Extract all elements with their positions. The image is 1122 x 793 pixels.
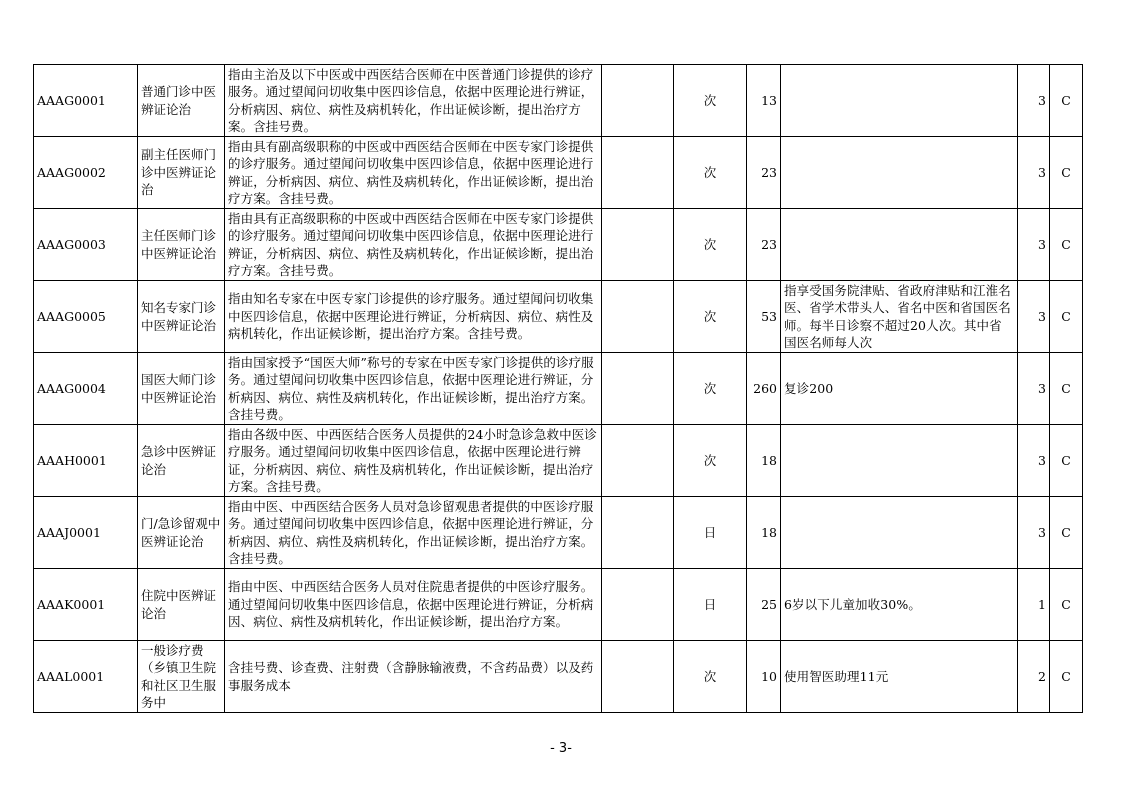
item-unit: 次 [674, 209, 747, 281]
item-name-text: 国医大师门诊中医辨证论治 [141, 371, 217, 405]
item-name-text: 普通门诊中医辨证论治 [141, 83, 217, 117]
item-description [225, 65, 602, 137]
item-note-text: 指享受国务院津贴、省政府津贴和江淮名医、省学术带头人、省名中医和省国医名师。每半日诊察不超过20人次。其中省国医名师每人次 [784, 282, 1011, 351]
table-row [34, 641, 1083, 713]
item-name-text: 知名专家门诊中医辨证论治 [141, 299, 217, 333]
table-row [34, 569, 1083, 641]
item-note [781, 281, 1018, 353]
item-note-text: 使用智医助理11元 [784, 668, 889, 684]
item-code: AAAG0004 [34, 353, 138, 425]
item-note [781, 137, 1018, 209]
item-grade: C [1050, 425, 1083, 497]
table-row [34, 353, 1083, 425]
item-price: 23 [747, 137, 781, 209]
item-price: 23 [747, 209, 781, 281]
item-name [138, 569, 225, 641]
item-category: 3 [1018, 209, 1050, 281]
item-description-text: 指由中医、中西医结合医务人员对急诊留观患者提供的中医诊疗服务。通过望闻问切收集中医四诊信息，依据中医理论进行辨证，分析病因、病位、病性及病机转化，作出证候诊断，提出治疗方案。含挂号费。 [228, 498, 594, 567]
item-price: 260 [747, 353, 781, 425]
item-grade: C [1050, 641, 1083, 713]
item-name [138, 209, 225, 281]
item-category: 2 [1018, 641, 1050, 713]
item-code: AAAG0001 [34, 65, 138, 137]
item-code: AAAL0001 [34, 641, 138, 713]
item-note [781, 569, 1018, 641]
item-description-text: 指由中医、中西医结合医务人员对住院患者提供的中医诊疗服务。通过望闻问切收集中医四诊信息，依据中医理论进行辨证，分析病因、病位、病性及病机转化，作出证候诊断，提出治疗方案。 [228, 579, 594, 630]
empty-cell [602, 65, 674, 137]
item-grade: C [1050, 137, 1083, 209]
page-number: - 3- [550, 741, 572, 756]
empty-cell [602, 209, 674, 281]
item-description-text: 指由具有正高级职称的中医或中西医结合医师在中医专家门诊提供的诊疗服务。通过望闻问切收集中医四诊信息，依据中医理论进行辨证，分析病因、病位、病性及病机转化，作出证候诊断，提出治疗方案。含挂号费。 [228, 210, 594, 279]
item-description [225, 353, 602, 425]
item-name-text: 主任医师门诊中医辨证论治 [141, 227, 217, 261]
item-description [225, 137, 602, 209]
item-unit: 次 [674, 425, 747, 497]
empty-cell [602, 569, 674, 641]
table-row [34, 281, 1083, 353]
fee-table-body [34, 65, 1083, 713]
item-grade: C [1050, 209, 1083, 281]
item-price: 25 [747, 569, 781, 641]
table-row [34, 137, 1083, 209]
item-unit: 次 [674, 281, 747, 353]
item-note-text: 复诊200 [784, 380, 834, 396]
item-price: 13 [747, 65, 781, 137]
item-price: 18 [747, 425, 781, 497]
item-description-text: 含挂号费、诊查费、注射费（含静脉输液费，不含药品费）以及药事服务成本 [228, 659, 594, 693]
item-unit: 日 [674, 569, 747, 641]
item-description-text: 指由主治及以下中医或中西医结合医师在中医普通门诊提供的诊疗服务。通过望闻问切收集中医四诊信息，依据中医理论进行辨证，分析病因、病位、病性及病机转化，作出证候诊断，提出治疗方案。含挂号费。 [228, 66, 594, 135]
item-description [225, 569, 602, 641]
item-category: 3 [1018, 65, 1050, 137]
item-note [781, 65, 1018, 137]
empty-cell [602, 425, 674, 497]
empty-cell [602, 137, 674, 209]
item-grade: C [1050, 281, 1083, 353]
item-description [225, 209, 602, 281]
item-note-text: 6岁以下儿童加收30%。 [784, 596, 921, 612]
item-code: AAAJ0001 [34, 497, 138, 569]
item-category: 1 [1018, 569, 1050, 641]
item-description [225, 425, 602, 497]
item-description [225, 281, 602, 353]
item-description-text: 指由知名专家在中医专家门诊提供的诊疗服务。通过望闻问切收集中医四诊信息，依据中医理论进行辨证，分析病因、病位、病性及病机转化，作出证候诊断，提出治疗方案。含挂号费。 [228, 291, 594, 342]
item-name [138, 65, 225, 137]
empty-cell [602, 353, 674, 425]
item-code: AAAG0005 [34, 281, 138, 353]
item-category: 3 [1018, 137, 1050, 209]
empty-cell [602, 497, 674, 569]
empty-cell [602, 281, 674, 353]
item-description-text: 指由国家授予“国医大师”称号的专家在中医专家门诊提供的诊疗服务。通过望闻问切收集中医四诊信息，依据中医理论进行辨证，分析病因、病位、病性及病机转化，作出证候诊断，提出治疗方案。含挂号费。 [228, 354, 594, 423]
table-row [34, 497, 1083, 569]
item-name [138, 641, 225, 713]
item-name-text: 急诊中医辨证论治 [141, 443, 217, 477]
item-grade: C [1050, 65, 1083, 137]
item-category: 3 [1018, 353, 1050, 425]
item-description [225, 497, 602, 569]
item-note [781, 497, 1018, 569]
item-unit: 日 [674, 497, 747, 569]
item-category: 3 [1018, 281, 1050, 353]
item-grade: C [1050, 569, 1083, 641]
table-row [34, 209, 1083, 281]
empty-cell [602, 641, 674, 713]
item-unit: 次 [674, 65, 747, 137]
item-description-text: 指由各级中医、中西医结合医务人员提供的24小时急诊急救中医诊疗服务。通过望闻问切收集中医四诊信息，依据中医理论进行辨证，分析病因、病位、病性及病机转化，作出证候诊断，提出治疗方案。含挂号费。 [228, 426, 597, 495]
item-name-text: 住院中医辨证论治 [141, 587, 217, 621]
item-code: AAAK0001 [34, 569, 138, 641]
item-name [138, 281, 225, 353]
item-grade: C [1050, 497, 1083, 569]
item-code: AAAG0003 [34, 209, 138, 281]
item-category: 3 [1018, 425, 1050, 497]
item-price: 10 [747, 641, 781, 713]
item-name [138, 353, 225, 425]
item-unit: 次 [674, 353, 747, 425]
item-name [138, 137, 225, 209]
item-name-text: 门/急诊留观中医辨证论治 [141, 515, 221, 549]
table-row [34, 425, 1083, 497]
table-row [34, 65, 1083, 137]
item-description-text: 指由具有副高级职称的中医或中西医结合医师在中医专家门诊提供的诊疗服务。通过望闻问切收集中医四诊信息，依据中医理论进行辨证，分析病因、病位、病性及病机转化，作出证候诊断，提出治疗方案。含挂号费。 [228, 138, 594, 207]
item-note [781, 425, 1018, 497]
item-name [138, 425, 225, 497]
item-grade: C [1050, 353, 1083, 425]
item-code: AAAH0001 [34, 425, 138, 497]
item-unit: 次 [674, 641, 747, 713]
item-description [225, 641, 602, 713]
item-price: 18 [747, 497, 781, 569]
item-name-text: 一般诊疗费（乡镇卫生院和社区卫生服务中 [141, 642, 217, 711]
item-note [781, 209, 1018, 281]
fee-table [33, 64, 1083, 713]
item-code: AAAG0002 [34, 137, 138, 209]
item-name [138, 497, 225, 569]
item-price: 53 [747, 281, 781, 353]
item-unit: 次 [674, 137, 747, 209]
item-note [781, 353, 1018, 425]
item-note [781, 641, 1018, 713]
item-category: 3 [1018, 497, 1050, 569]
item-name-text: 副主任医师门诊中医辨证论治 [141, 147, 217, 198]
